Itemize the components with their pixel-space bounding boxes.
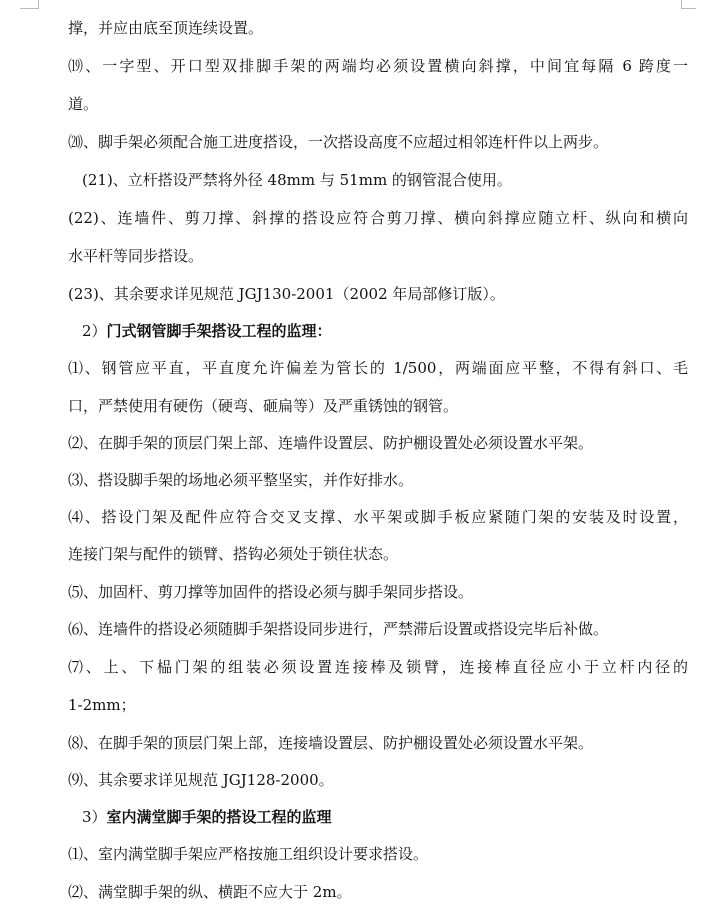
paragraph-line: (23)、其余要求详见规范 JGJ130-2001（2002 年局部修订版）。 [68, 285, 505, 303]
page-corner-mark-left [20, 0, 39, 9]
paragraph-line: ⑸、加固杆、剪刀撑等加固件的搭设必须与脚手架同步搭设。 [68, 583, 474, 601]
paragraph-line: ⒇、脚手架必须配合施工进度搭设，一次搭设高度不应超过相邻连杆件以上两步。 [68, 133, 609, 151]
paragraph-line: ⑶、搭设脚手架的场地必须平整坚实，并作好排水。 [68, 471, 414, 489]
section-heading [82, 806, 688, 828]
paragraph-line: 1-2mm； [68, 696, 136, 714]
paragraph-line: 口，严禁使用有硬伤（硬弯、砸扁等）及严重锈蚀的钢管。 [68, 397, 459, 415]
paragraph-line: ⑴、室内满堂脚手架应严格按施工组织设计要求搭设。 [68, 845, 429, 863]
section-heading-number: 2） [82, 322, 107, 340]
paragraph-line: ⑻、在脚手架的顶层门架上部，连接墙设置层、防护棚设置处必须设置水平架。 [68, 734, 594, 752]
paragraph-line: ⑷、搭设门架及配件应符合交叉支撑、水平架或脚手板应紧随门架的安装及时设置， [68, 508, 688, 526]
paragraph-line: ⑹、连墙件的搭设必须随脚手架搭设同步进行，严禁滞后设置或搭设完毕后补做。 [68, 620, 609, 638]
paragraph-line: 水平杆等同步搭设。 [68, 247, 204, 265]
section-heading-number: 3） [82, 808, 107, 826]
paragraph-line: 撑，并应由底至顶连续设置。 [68, 19, 264, 37]
section-heading [82, 320, 688, 342]
paragraph-line: ⑴、钢管应平直，平直度允许偏差为管长的 1/500，两端面应平整，不得有斜口、毛 [68, 359, 688, 377]
paragraph-line: ⑵、在脚手架的顶层门架上部、连墙件设置层、防护棚设置处必须设置水平架。 [68, 434, 594, 452]
page-corner-mark-right [681, 0, 696, 9]
section-heading-title: 门式钢管脚手架搭设工程的监理： [106, 322, 332, 340]
section-heading-title: 室内满堂脚手架的搭设工程的监理 [106, 808, 332, 826]
paragraph-line: ⒆、一字型、开口型双排脚手架的两端均必须设置横向斜撑，中间宜每隔 6 跨度一 [68, 57, 688, 75]
paragraph-line: 道。 [68, 95, 99, 113]
paragraph-line: ⑺、上、下榀门架的组装必须设置连接棒及锁臂，连接棒直径应小于立杆内径的 [68, 658, 688, 676]
paragraph-line: (21)、立杆搭设严禁将外径 48mm 与 51mm 的钢管混合使用。 [82, 171, 512, 189]
paragraph-line: ⑼、其余要求详见规范 JGJ128-2000。 [68, 771, 334, 789]
paragraph-line: (22)、连墙件、剪刀撑、斜撑的搭设应符合剪刀撑、横向斜撑应随立杆、纵向和横向 [68, 209, 688, 227]
paragraph-line: ⑵、满堂脚手架的纵、横距不应大于 2m。 [68, 883, 352, 901]
paragraph-line: 连接门架与配件的锁臂、搭钩必须处于锁住状态。 [68, 545, 399, 563]
